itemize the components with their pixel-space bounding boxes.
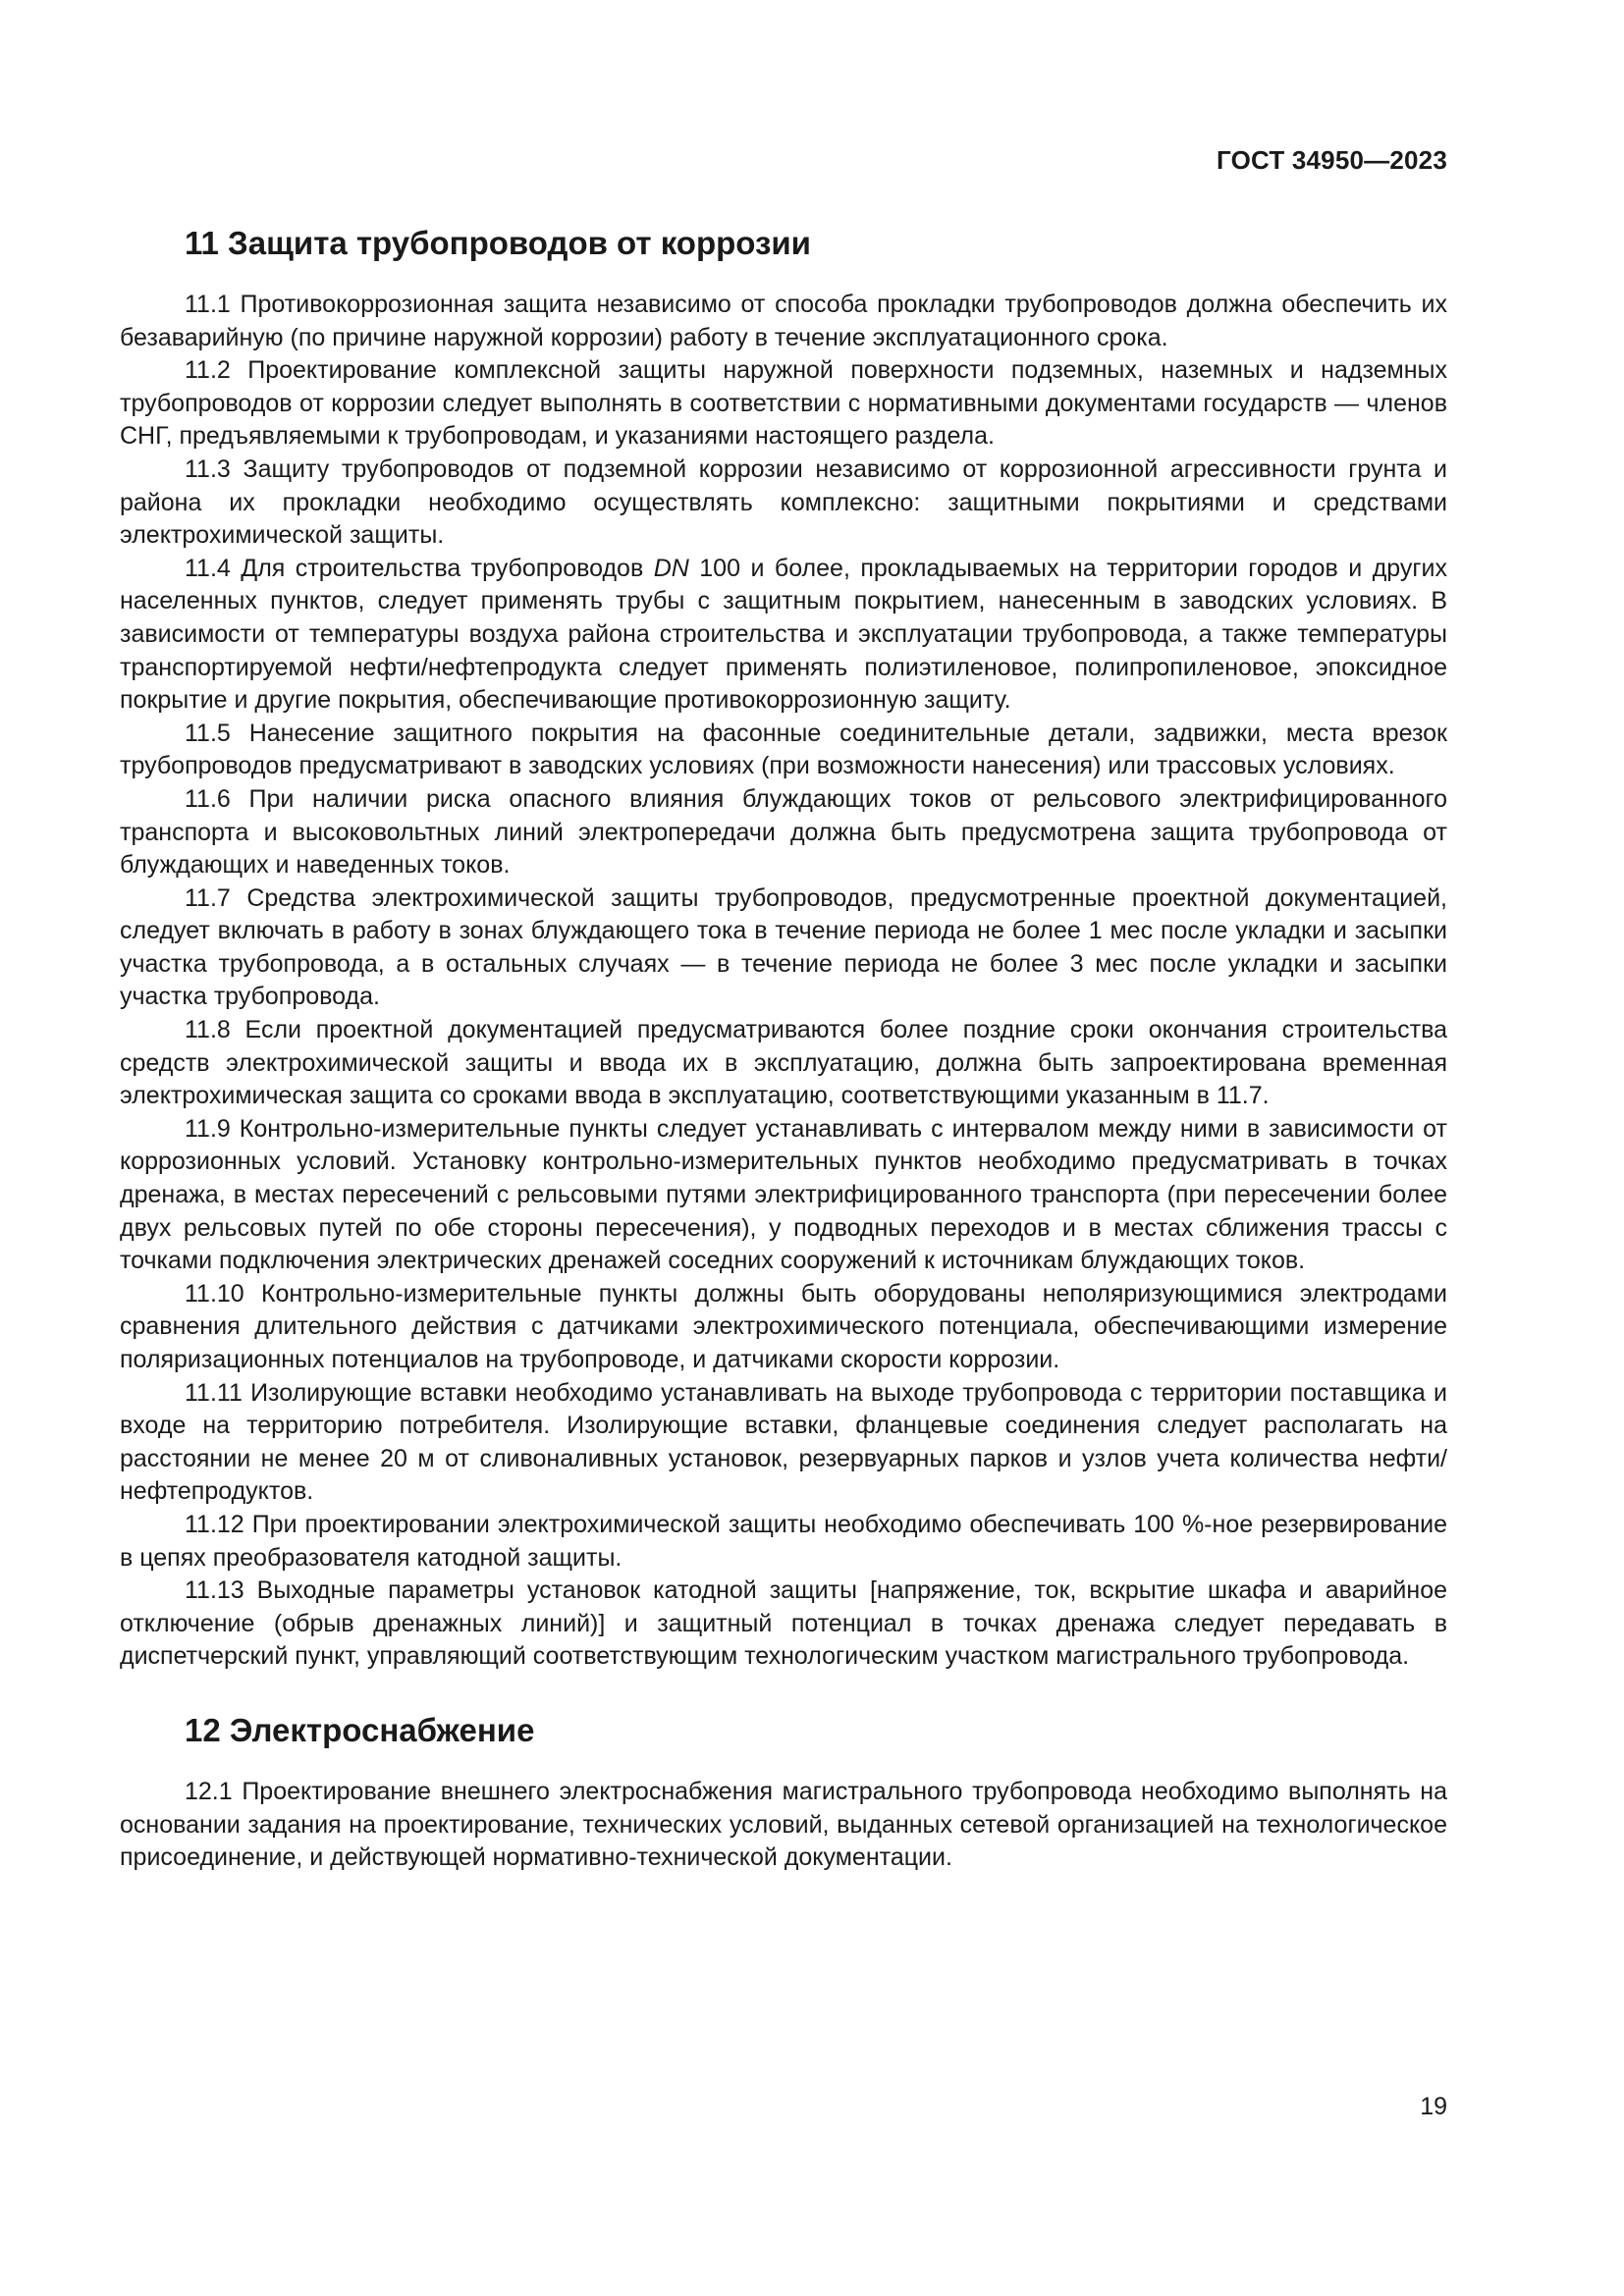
paragraph-11-8: 11.8 Если проектной документацией предусматриваются более поздние сроки окончания строительства средств электрохимической защиты и ввода их в эксплуатацию, должна быть запроектирована временная электрохимическая защита со сроками ввода в эксплуатацию, соответствующими указанным в 11.7. [120, 1016, 1447, 1110]
paragraph-11-5: 11.5 Нанесение защитного покрытия на фасонные соединительные детали, задвижки, места врезок трубопроводов предусматривают в заводских условиях (при возможности нанесения) или трассовых условиях. [120, 719, 1447, 780]
paragraph-11-4: 11.4 Для строительства трубопроводов DN 100 и более, прокладываемых на территории городов и других населенных пунктов, следует применять трубы с защитным покрытием, нанесенным в заводских условиях. В зависимости от температуры воздуха района строительства и эксплуатации трубопровода, а также температуры транспортируемой нефти/нефтепродукта следует применять полиэтиленовое, полипропиленовое, эпоксидное покрытие и другие покрытия, обеспечивающие противокоррозионную защиту. [120, 554, 1447, 715]
paragraph-11-6: 11.6 При наличии риска опасного влияния блуждающих токов от рельсового электрифицированного транспорта и высоковольтных линий электропередачи должна быть предусмотрена защита трубопровода от блуждающих и наведенных токов. [120, 784, 1447, 880]
paragraph-11-12: 11.12 При проектировании электрохимической защиты необходимо обеспечивать 100 %-ное резервирование в цепях преобразователя катодной защиты. [120, 1510, 1447, 1572]
paragraph-11-9: 11.9 Контрольно-измерительные пункты следует устанавливать с интервалом между ними в зависимости от коррозионных условий. Установку контрольно-измерительных пунктов необходимо предусматривать в точках дренажа, в местах пересечений с рельсовыми путями электрифицированного транспорта (при пересечении более двух рельсовых путей по обе стороны пересечения), у подводных переходов и в местах сближения трассы с точками подключения электрических дренажей соседних сооружений к источникам блуждающих токов. [120, 1114, 1447, 1275]
paragraph-11-10: 11.10 Контрольно-измерительные пункты должны быть оборудованы неполяризующимися электродами сравнения длительного действия с датчиками электрохимического потенциала, обеспечивающими измерение поляризационных потенциалов на трубопроводе, и датчиками скорости коррозии. [120, 1279, 1447, 1373]
section-spacer [120, 1674, 1447, 1711]
page-content [120, 224, 1447, 1875]
section-title-11: 11 Защита трубопроводов от коррозии [185, 225, 811, 261]
document-code: ГОСТ 34950—2023 [1217, 145, 1447, 175]
paragraph-11-1: 11.1 Противокоррозионная защита независимо от способа прокладки трубопроводов должна обеспечить их безаварийную (по причине наружной коррозии) работу в течение эксплуатационного срока. [120, 291, 1447, 351]
page-number: 19 [1420, 2093, 1447, 2120]
paragraph-11-7: 11.7 Средства электрохимической защиты трубопроводов, предусмотренные проектной документацией, следует включать в работу в зонах блуждающего тока в течение периода не более 1 мес после укладки и засыпки участка трубопровода, а в остальных случаях — в течение периода не более 3 мес после укладки и засыпки участка трубопровода. [120, 883, 1447, 1011]
section-title-12: 12 Электроснабжение [185, 1711, 535, 1748]
paragraph-11-13: 11.13 Выходные параметры установок катодной защиты [напряжение, ток, вскрытие шкафа и аварийное отключение (обрыв дренажных линий)] и защитный потенциал в точках дренажа следует передавать в диспетчерский пункт, управляющий соответствующим технологическим участком магистрального трубопровода. [120, 1576, 1447, 1671]
paragraph-12-1: 12.1 Проектирование внешнего электроснабжения магистрального трубопровода необходимо выполнять на основании задания на проектирование, технических условий, выданных сетевой организацией на технологическое присоединение, и действующей нормативно-технической документации. [120, 1777, 1447, 1872]
paragraph-11-2: 11.2 Проектирование комплексной защиты наружной поверхности подземных, наземных и надземных трубопроводов от коррозии следует выполнять в соответствии с нормативными документами государств — членов СНГ, предъявляемыми к трубопроводам, и указаниями настоящего раздела. [120, 356, 1447, 451]
paragraph-11-11: 11.11 Изолирующие вставки необходимо устанавливать на выходе трубопровода с территории поставщика и входе на территорию потребителя. Изолирующие вставки, фланцевые соединения следует располагать на расстоянии не менее 20 м от сливоналивных установок, резервуарных парков и узлов учета количества нефти/нефтепродуктов. [120, 1378, 1447, 1506]
paragraph-11-3: 11.3 Защиту трубопроводов от подземной коррозии независимо от коррозионной агрессивности грунта и района их прокладки необходимо осуществлять комплексно: защитными покрытиями и средствами электрохимической защиты. [120, 454, 1447, 550]
